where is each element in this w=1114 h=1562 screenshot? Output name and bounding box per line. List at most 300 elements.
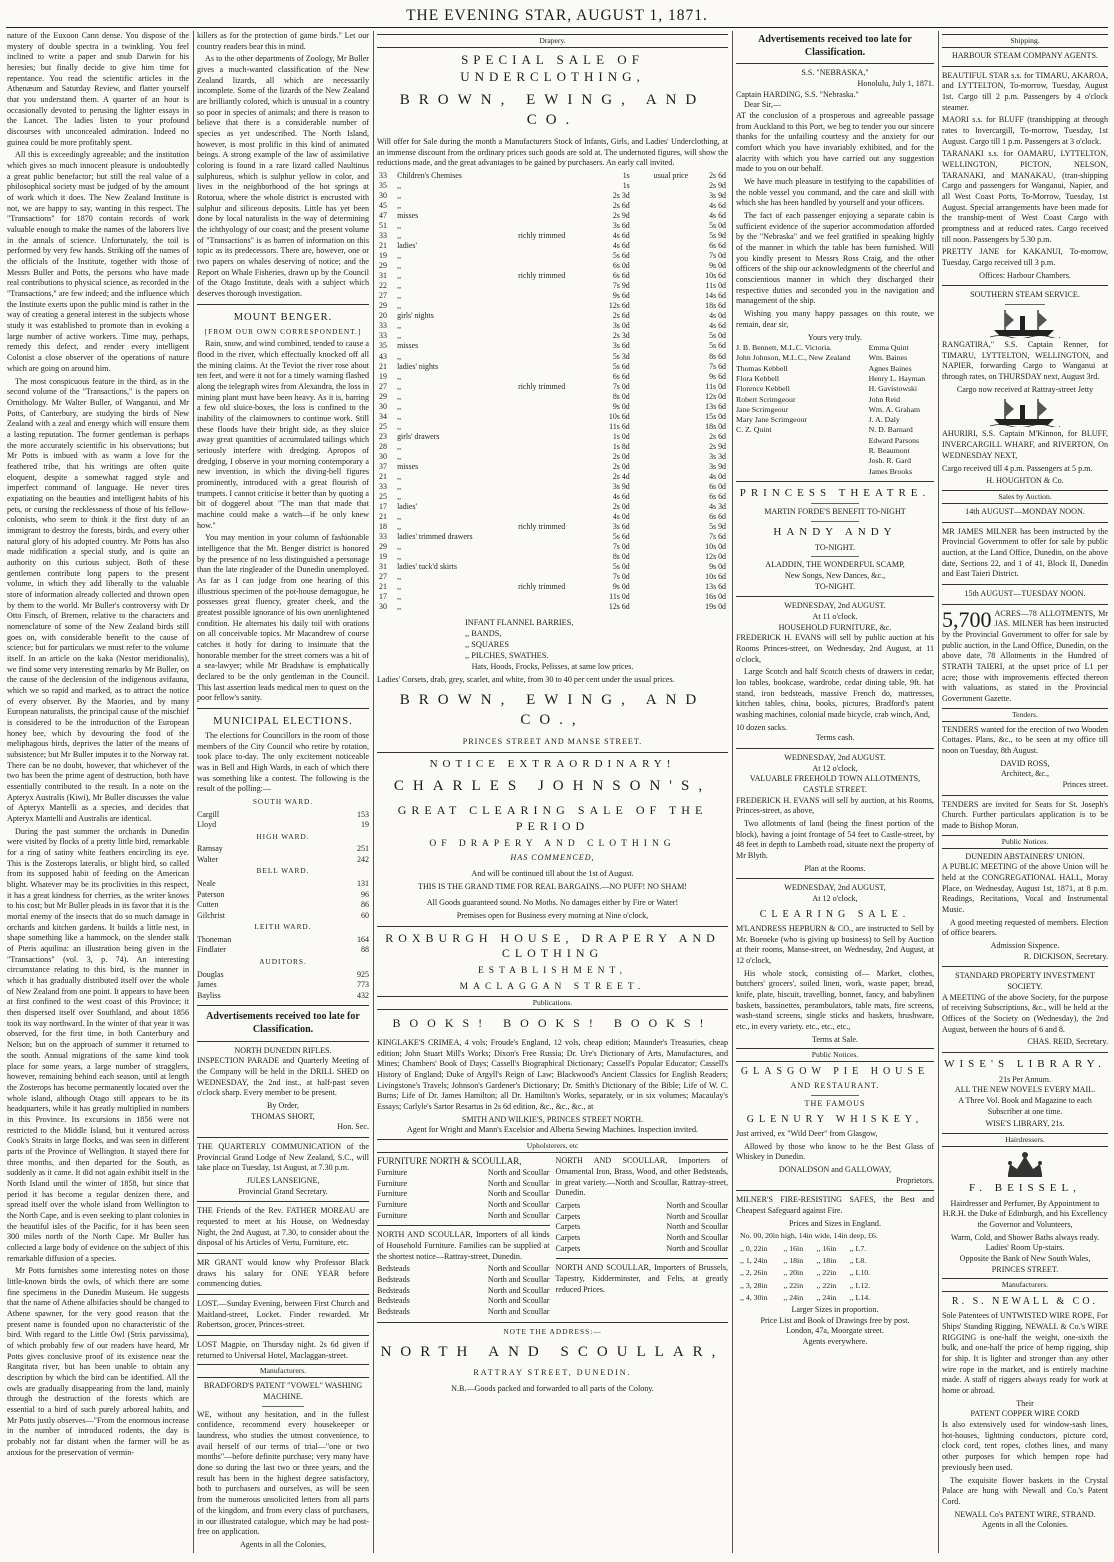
infant-flannel-list	[465, 618, 728, 662]
item-quantity: 29	[379, 391, 387, 401]
newall-ad: Sole Patentees of UNTWISTED WIRE ROPE, For Ships' Standing Rigging, NEWALL & Co.'s WIRE RIGGING is one-half the weight, one-sixth the bulk, and one-half the price of hemp rigging, ship for ship. It is lighter and stronger than any other wire rope in the market, and is entirely machine made. A staff of riggers always ready for work at home or abroad.	[942, 1311, 1108, 1396]
item-trim	[516, 572, 594, 582]
usual-price: 4s 0d	[709, 471, 726, 481]
usual-price-label	[632, 542, 690, 552]
list-item	[377, 1275, 550, 1286]
divider	[942, 604, 1108, 605]
harbour-heading: HARBOUR STEAM COMPANY AGENTS.	[951, 51, 1098, 61]
divider	[197, 1201, 369, 1202]
usual-price-label	[632, 392, 690, 402]
article-paragraph: Rain, snow, and wind combined, tended to cause a flood in the river, which effectually knocked off all the mining claims. At the Teviot the river rose about ten feet, and were it not for a timely warning flashed along the telegraph wires from Alexandra, the loss in mining plant must have been heavy. As it is, barring a few old sluice-boxes, the loss is confined to the inability of the claimowners to continue work. Still these floods have their bright side, as they sluice away great quantities of accumulated tailings which seriously interfere with dredging. Apropos of dredging, I observe in your morning contemporary a new invention, in which the diving-bell figures prominently, introduced with a great flourish of trumpets. I cannot criticise it better than by quoting a bit of doggerel about "The man that made that machine could make a watch—if he only knew how."	[197, 339, 369, 530]
item-quantity: 51	[379, 221, 387, 231]
opposite-line: Opposite the Bank of New South Wales,	[959, 1253, 1091, 1263]
safe-size: ,, L10.	[849, 1268, 871, 1278]
item-label: Carpets	[555, 1200, 581, 1210]
infant-item: ,, BANDS,	[465, 629, 502, 639]
item-description: ,,	[397, 401, 402, 411]
usual-price: 14s 6d	[705, 291, 726, 301]
column-divider	[193, 31, 194, 1553]
item-trim	[516, 341, 594, 351]
item-trim	[516, 191, 594, 201]
item-trim	[516, 211, 594, 221]
sale-price: 1s	[622, 170, 630, 180]
firm-label: North and Scoullar	[487, 1168, 550, 1178]
column-5	[736, 31, 934, 1553]
sacks-line: 10 dozen sacks.	[736, 722, 788, 732]
divider	[736, 748, 934, 749]
signatory-name: C. Z. Quint	[736, 425, 772, 435]
item-quantity: 20	[379, 311, 387, 321]
usual-price-label	[632, 231, 690, 241]
item-description: ,,	[397, 451, 402, 461]
roxburgh-heading: ROXBURGH HOUSE, DRAPERY AND CLOTHING	[385, 930, 720, 961]
candidate-name: Cargill	[197, 809, 220, 819]
lost-notice: LOST.—Sunday Evening, between First Church and Maitland-street, Locket. Finder rewarded. Mr Robertson, grocer, Princes-street.	[197, 1299, 369, 1330]
milner-auction-ad: MR JAMES MILNER has been instructed by the Provincial Government to offer for sale by public auction, at the Land Office, Dunedin, on the above date, Sections 22, and 1 of 41, Block II, Dunedin and East Taieri District.	[942, 526, 1108, 579]
item-description: ,,	[397, 291, 402, 301]
usual-price-label	[632, 422, 690, 432]
signatory-name: Agnes Baines	[868, 363, 912, 373]
item-quantity: 47	[379, 211, 387, 221]
sale-price: 6s 0d	[612, 261, 630, 271]
item-quantity: 19	[379, 552, 387, 562]
usual-price-label	[632, 301, 690, 311]
vote-count: 251	[357, 844, 369, 854]
item-quantity: 21	[379, 361, 387, 371]
princes-street-line: PRINCES STREET.	[991, 1264, 1059, 1274]
firm-label: North and Scoullar	[487, 1264, 550, 1274]
price-table	[377, 171, 728, 612]
allowed-line: Allowed by those who know to be the Best Glass of Whiskey in Dunedin.	[736, 1141, 934, 1162]
category-label: Upholsterers, etc	[377, 1139, 728, 1153]
safe-size: ,, 1, 24in	[740, 1255, 768, 1265]
right-ads	[556, 1156, 729, 1318]
standard-ad: A MEETING of the above Society, for the purpose of receiving Subscriptions, &c., will be held at the Offices of the Society on (Wednesday), the 2nd August, between the hours of 6 and 8.	[942, 992, 1108, 1034]
table-row	[377, 352, 728, 362]
vote-count: 86	[361, 900, 369, 910]
item-description: ladies' nights	[397, 361, 439, 371]
item-trim	[516, 251, 594, 261]
usual-price: 11s 0d	[705, 281, 726, 291]
ward-row	[197, 879, 369, 890]
auction-date: WEDNESDAY, 2nd AUGUST,	[784, 883, 886, 893]
category-label: Manufacturers.	[942, 1278, 1108, 1292]
item-quantity: 17	[379, 592, 387, 602]
table-row	[377, 522, 728, 532]
sale-price: 4s 6d	[612, 491, 630, 501]
masthead-rule	[6, 27, 1108, 28]
article-paragraph: killers as for the protection of game birds." Let our country readers bear this in mind.	[197, 31, 369, 51]
ward-row	[197, 855, 369, 866]
item-description: ladies' tuck'd skirts	[397, 562, 457, 572]
divider	[942, 66, 1108, 67]
item-trim	[516, 562, 594, 572]
item-trim	[516, 512, 594, 522]
usual-price-label	[632, 221, 690, 231]
signatories	[736, 343, 934, 477]
table-row	[377, 372, 728, 382]
benefit-line: MARTIN FORDE'S BENEFIT TO-NIGHT	[764, 507, 906, 517]
usual-price: 16s 0d	[705, 592, 726, 602]
usual-price-label	[632, 602, 690, 612]
roxburgh-street: MACLAGGAN STREET.	[459, 981, 646, 992]
item-label: Bedsteads	[377, 1275, 410, 1285]
item-description: ladies'	[397, 241, 417, 251]
item-label: Bedsteads	[377, 1264, 410, 1274]
letter-close: Yours very truly.	[807, 332, 863, 342]
sale-price: 2s 6d	[612, 311, 630, 321]
divider	[197, 304, 369, 305]
item-trim	[516, 412, 594, 422]
table-row	[738, 1268, 880, 1278]
item-description: ,,	[397, 271, 402, 281]
table-row	[377, 532, 728, 542]
divider	[197, 1041, 369, 1042]
divider	[942, 584, 1108, 585]
infant-item: INFANT FLANNEL BARRIES,	[465, 618, 574, 628]
usual-price: 15s 0d	[705, 411, 726, 421]
landress-ad: M'LANDRESS HEPBURN & CO., are instructed to Sell by Mr. Boeneke (who is giving up business) to Sell by Auction at their rooms, Manse-street, on Wednesday, 2nd August, at 12 o'clock,	[736, 923, 934, 965]
list-item	[556, 1201, 729, 1212]
item-trim	[516, 301, 594, 311]
item-label: Furniture	[377, 1210, 408, 1220]
item-label: Carpets	[555, 1211, 581, 1221]
table-row	[377, 472, 728, 482]
milner-acres-ad: ACRES—78 ALLOTMENTS, Mr JAS. MILNER has been instructed by the Provincial Government to offer for sale by public auction, in the Land Office, Dunedin, on the above date, 78 Allotments in the Hundred of STRATH TAIERI, at the upset price of L1 per acre; those with improvements effected thereon with valuations, as stated in the Provincial Government Gazette.	[942, 608, 1108, 703]
table-row	[738, 1231, 880, 1241]
table-row	[377, 261, 728, 271]
table-row	[377, 221, 728, 231]
agents-line: Agents everywhere.	[802, 1337, 868, 1347]
item-trim	[516, 592, 594, 602]
correspondent-line: [FROM OUR OWN CORRESPONDENT.]	[204, 326, 362, 336]
signatory-name: Thomas Kebbell	[736, 363, 788, 373]
usual-price: 5s 6d	[709, 341, 726, 351]
list-item	[377, 1168, 550, 1179]
newall-heading: R. S. NEWALL & CO.	[951, 1296, 1099, 1308]
sale-price: 6s 6d	[612, 371, 630, 381]
commenced-line: HAS COMMENCED,	[510, 853, 595, 863]
safe-size: ,, 22in	[816, 1280, 837, 1290]
item-description: ,,	[397, 441, 402, 451]
usual-price: 9s 6d	[709, 371, 726, 381]
item-label: Furniture	[377, 1200, 408, 1210]
usual-price-label	[632, 552, 690, 562]
larger-line: Larger Sizes in proportion.	[791, 1305, 879, 1315]
item-description: ,,	[397, 191, 402, 200]
usual-price: 2s 6d	[709, 170, 726, 180]
usual-price: 3s 9d	[709, 461, 726, 471]
sale-price: 5s 3d	[612, 351, 630, 361]
item-trim: richly trimmed	[518, 381, 566, 391]
firm-label: North and Scoullar	[666, 1200, 728, 1210]
corsets-line: Ladies' Corsets, drab, grey, scarlet, and white, from 30 to 40 per cent under the usual prices.	[377, 674, 675, 684]
wises-price-line: WISE'S LIBRARY, 21s.	[985, 1119, 1065, 1129]
sale-price: 2s 4d	[612, 471, 630, 481]
item-quantity: 30	[379, 191, 387, 200]
usual-price: 5s 9d	[709, 522, 726, 532]
usual-price-label	[632, 582, 690, 592]
column-divider	[732, 31, 733, 1553]
signatory-name: Flora Kebbell	[736, 374, 780, 384]
item-description: Children's Chemises	[397, 170, 462, 180]
divider	[942, 1052, 1108, 1053]
usual-price-label	[632, 352, 690, 362]
firm-label: North and Scoullar	[487, 1296, 550, 1306]
table-row	[377, 552, 728, 562]
rangatira-ad: RANGATIRA," S.S. Captain Renner, for TIMARU, LYTTELTON, WELLINGTON, and NAPIER, forwarding Cargo to Wanganui at through rates, on THURSDAY next, August 3rd.	[942, 340, 1108, 382]
vote-count: 131	[357, 879, 369, 889]
infant-item: ,, PILCHES, SWATHES.	[465, 651, 549, 661]
usual-price: 4s 0d	[709, 311, 726, 321]
sale-price: 3s 6d	[612, 522, 630, 532]
usual-price: 5s 0d	[709, 331, 726, 341]
table-row	[377, 271, 728, 281]
category-label: Public Notices.	[942, 835, 1108, 849]
item-trim	[516, 281, 594, 291]
table-row	[738, 1281, 880, 1291]
table-row	[377, 392, 728, 402]
signatory-name: Mary Jane Scrimgeour	[736, 415, 808, 425]
vote-count: 925	[357, 969, 369, 979]
sale-price: 4s 6d	[612, 241, 630, 251]
divider	[197, 1005, 369, 1006]
auction-date: WEDNESDAY, 2nd AUGUST.	[784, 752, 886, 762]
sale-price: 9s 6d	[612, 291, 630, 301]
item-description: ,,	[397, 351, 402, 361]
sale-price: 2s 3d	[612, 191, 630, 200]
wises-library-heading: WISE'S LIBRARY.	[944, 1058, 1106, 1071]
item-quantity: 33	[379, 321, 387, 331]
shipping-ad: PRETTY JANE for KAKANUI, To-morrow, Tuesday. Cargo received till 3 p.m.	[942, 247, 1108, 268]
letter-salutation: Dear Sir,—	[744, 100, 781, 110]
ward-row	[197, 900, 369, 911]
vote-count: 164	[357, 934, 369, 944]
table-row	[377, 512, 728, 522]
firm-label: North and Scoullar	[666, 1211, 728, 1221]
royal-crest-icon	[1002, 1150, 1048, 1178]
category-label: Drapery.	[377, 34, 728, 48]
item-trim	[516, 452, 594, 462]
bargains-line: THIS IS THE GRAND TIME FOR REAL BARGAINS.—NO PUFF! NO SHAM!	[418, 881, 687, 891]
table-row	[377, 492, 728, 502]
firm-label: North and Scoullar	[487, 1189, 550, 1199]
item-description: ,,	[397, 522, 402, 532]
usual-price-label	[632, 502, 690, 512]
continued-line: And will be continued till about the 1st of August.	[471, 868, 634, 878]
election-results	[197, 797, 369, 1001]
safe-size: ,, 3, 28in	[740, 1280, 768, 1290]
table-row	[377, 582, 728, 592]
item-description: ,,	[397, 552, 402, 562]
safe-size: ,, 0, 22in	[740, 1243, 768, 1253]
item-quantity: 21	[379, 241, 387, 251]
usual-price-label	[632, 382, 690, 392]
importers-ad: NORTH AND SCOULLAR, Importers of all kinds of Household Furniture. Families can be supplied at the shortest notice—Rattray-street, Dunedin.	[377, 1230, 550, 1261]
category-label: Public Notices.	[736, 1048, 934, 1062]
table-row	[377, 201, 728, 211]
item-description: ,,	[397, 221, 402, 231]
item-quantity: 23	[379, 431, 387, 441]
list-item	[556, 1233, 729, 1244]
item-trim	[516, 201, 594, 211]
item-trim	[516, 532, 594, 542]
item-quantity: 27	[379, 291, 387, 301]
table-row	[738, 1256, 880, 1266]
evans-land: Two allotments of land (being the finest portion of the block), having a joint frontage of 54 feet to Castle-street, by 48 feet in depth to Lambeth road, situate next the property of Mr Blyth.	[736, 818, 934, 860]
vote-count: 242	[357, 854, 369, 864]
table-row	[377, 502, 728, 512]
washing-machine-title: BRADFORD'S PATENT "VOWEL" WASHING MACHINE.	[203, 1381, 363, 1402]
usual-price: 2s 6d	[709, 431, 726, 441]
pricelist-line: Price List and Book of Drawings free by post.	[760, 1315, 910, 1325]
restaurant-line: AND RESTAURANT.	[790, 1081, 880, 1091]
smith-wilkie-address: SMITH AND WILKIE'S, PRINCES STREET NORTH.	[461, 1114, 644, 1124]
safe-size: ,, 18in	[783, 1255, 804, 1265]
table-row	[377, 602, 728, 612]
item-label: Bedsteads	[377, 1307, 410, 1317]
tender-ad: TENDERS wanted for the erection of two Wooden Cottages. Plans, &c., to be seen at my office till noon on Tuesday, 8th August.	[942, 724, 1108, 755]
rifles-title: NORTH DUNEDIN RIFLES.	[234, 1045, 332, 1055]
grant-notice: MR GRANT would know why Professor Black draws his salary for ONE YEAR before commencing duties.	[197, 1258, 369, 1289]
item-quantity: 27	[379, 381, 387, 391]
shipping-ad: TARANAKI s.s. for OAMARU, LYTTELTON, WELLINGTON, PICTON, NELSON, TARANAKI, and MANAKAU, (tran-shipping Cargo and passengers for Wanganui, Napier, and all West Coast Ports, To-Morrow, Tuesday, 1st August. Special arrangements have been made for the tranship-ment of West Coast Cargo with promptness and at reduced rates. Cargo received till noon. Passengers by 5.30 p.m.	[942, 149, 1108, 244]
divider	[942, 522, 1108, 523]
aladdin-line: ALADDIN, THE WONDERFUL SCAMP,	[765, 560, 905, 570]
item-trim	[516, 482, 594, 492]
iron-ad: NORTH AND SCOULLAR, Importers of Ornamental Iron, Brass, Wood, and other Bedsteads, in great variety.—North and Scoullar, Rattray-street, Dunedin.	[555, 1156, 728, 1198]
list-item	[377, 1286, 550, 1297]
milner-safes-ad: MILNER'S FIRE-RESISTING SAFES, the Best and Cheapest Safeguard against Fire.	[736, 1195, 934, 1216]
usual-price-label	[632, 291, 690, 301]
divider	[197, 1137, 369, 1138]
divider	[197, 1294, 369, 1295]
usual-price-label	[632, 191, 690, 201]
item-trim	[516, 602, 594, 612]
auction-date: 15th AUGUST—TUESDAY NOON.	[964, 588, 1086, 598]
signatory-name: Edward Parsons	[868, 435, 920, 445]
sale-price: 1s	[622, 180, 630, 190]
ward-row	[197, 810, 369, 821]
item-quantity: 19	[379, 251, 387, 261]
left-ads	[377, 1156, 550, 1318]
letter-paragraph: AT the conclusion of a prosperous and agreeable passage from Auckland to this Port, we beg to tender you our sincere thanks for the unfailing courtesy and the anxiety for our comfort which you have invariably exhibited, and for the alacrity with which you have carried out any suggestion made to you on our behalf.	[736, 111, 934, 174]
item-trim	[516, 171, 594, 181]
divider	[197, 708, 369, 709]
north-scoullar-address: RATTRAY STREET, DUNEDIN.	[473, 1368, 632, 1378]
item-quantity: 35	[379, 180, 387, 190]
safe-size: ,, L12.	[849, 1280, 871, 1290]
ward-name: HIGH WARD.	[256, 831, 310, 841]
ahuriri-ad: AHURIRI, S.S. Captain M'Kinnon, for BLUFF, INVERCARGILL WHARF, and RIVERTON, On WEDNESDAY NEXT,	[942, 429, 1108, 460]
signatories-left	[736, 343, 869, 477]
usual-price: 19s 0d	[705, 602, 726, 612]
late-ads-heading: Advertisements received too late for Classification.	[206, 1011, 360, 1036]
books-heading: BOOKS! BOOKS! BOOKS!	[392, 1016, 713, 1031]
signatory-name: Emma Quint	[868, 343, 909, 353]
ladies-room-line: Ladies' Room Up-stairs.	[985, 1243, 1065, 1253]
divider	[736, 596, 934, 597]
sale-price: 12s 6d	[608, 301, 630, 311]
item-trim	[516, 291, 594, 301]
column-divider	[373, 31, 374, 1553]
item-trim	[516, 311, 594, 321]
article-paragraph: As to the other departments of Zoology, Mr Buller gives a much-wanted classification of the New Zealand lizards, all which are necessarily incomplete. Some of the lizards of the New Zealand are brilliantly colored, which is unusual in a country so poor in species of animals; and there is reason to believe that there is a considerable number of species as yet undescribed. The North Island, however, is most prolific in this kind of animated beings. A strong example of the law of assimilative coloring is found in a rare lizard called Naultinus sulphureus, which is sulphur yellow in color, and lives in the neighborhood of the hot springs at Rotorua, where the whole district is encrusted with sulphur and siliceous deposits. Little has yet been done by local naturalists in the way of determining the ichthyology of our coast; and the present volume of "Transactions" is as barren of information on this topic as its predecessors. There are, however, one or two papers on whales deserving of notice; and the Report on Whale Fisheries, drawn up by the Council of the Otago Institute, deals with a subject which deserves thorough investigation.	[197, 54, 369, 299]
abstainers-ad: A PUBLIC MEETING of the above Union will be held at the CONGREGATIONAL HALL, Moray Place, on Wednesday, August 1st, 1871, at 8 p.m. Readings, Recitations, Vocal and Instrumental Music.	[942, 862, 1108, 915]
short-rule	[811, 1095, 859, 1096]
item-trim	[516, 432, 594, 442]
short-rule	[811, 503, 859, 504]
item-description: ,,	[397, 411, 402, 421]
item-label: Carpets	[555, 1232, 581, 1242]
usual-price-label	[632, 432, 690, 442]
item-trim	[516, 241, 594, 251]
item-quantity: 29	[379, 542, 387, 552]
tonight-line: TO-NIGHT.	[815, 581, 855, 591]
usual-price-label	[632, 341, 690, 351]
column-divider	[938, 31, 939, 1553]
usual-price-label	[632, 492, 690, 502]
item-description: ,,	[397, 421, 402, 431]
usual-price: 5s 9d	[709, 231, 726, 241]
item-trim	[516, 462, 594, 472]
signatory-name: Robert Scrimgeour	[736, 394, 796, 404]
divider	[736, 63, 934, 64]
safe-size: ,, L8.	[849, 1255, 867, 1265]
item-description: ,,	[397, 592, 402, 602]
table-row	[377, 482, 728, 492]
divider	[377, 1322, 728, 1323]
usual-price: 12s 0d	[705, 391, 726, 401]
plan-line: Plan at the Rooms.	[804, 863, 866, 873]
letter-captain: Captain HARDING, S.S. "Nebraska."	[736, 89, 859, 99]
arrived-line: Just arrived, ex "Wild Deer" from Glasgow,	[736, 1129, 878, 1138]
divider	[377, 752, 728, 753]
ward-name: BELL WARD.	[256, 866, 310, 876]
usual-price-label	[632, 412, 690, 422]
table-row	[377, 241, 728, 251]
firm-label: North and Scoullar	[666, 1222, 728, 1232]
sale-price: 3s 6d	[612, 221, 630, 231]
category-label: Shipping.	[942, 34, 1108, 48]
acres-number: 5,700	[942, 606, 992, 632]
usual-price: 6s 6d	[709, 241, 726, 251]
theatre-heading: PRINCESS THEATRE.	[739, 486, 931, 499]
signatory-name: Jane Scrimgeour	[736, 404, 789, 414]
sale-price: 7s 0d	[612, 542, 630, 552]
item-quantity: 27	[379, 572, 387, 582]
list-item	[377, 1296, 550, 1307]
brown-ewing-heading: BROWN, EWING, AND CO.,	[399, 692, 706, 729]
usual-price: 13s 6d	[705, 401, 726, 411]
usual-price-label	[632, 592, 690, 602]
column-6	[942, 31, 1108, 1553]
songs-line: New Songs, New Dances, &c.,	[784, 570, 886, 580]
vote-count: 19	[361, 820, 369, 830]
usual-price: 4s 6d	[709, 211, 726, 221]
item-quantity: 30	[379, 451, 387, 461]
copper-wire-heading: PATENT COPPER WIRE CORD	[970, 1409, 1080, 1419]
safes-price-table	[736, 1229, 882, 1305]
list-item	[556, 1212, 729, 1223]
item-quantity: 30	[379, 602, 387, 612]
bedsteads-list	[377, 1264, 550, 1317]
signatory-name: R. Beaumont	[868, 445, 910, 455]
sale-price: 7s 0d	[612, 381, 630, 391]
usual-price: 3s 9d	[709, 191, 726, 200]
item-quantity: 29	[379, 261, 387, 271]
auction-time: At 12 o'clock,	[812, 894, 858, 904]
